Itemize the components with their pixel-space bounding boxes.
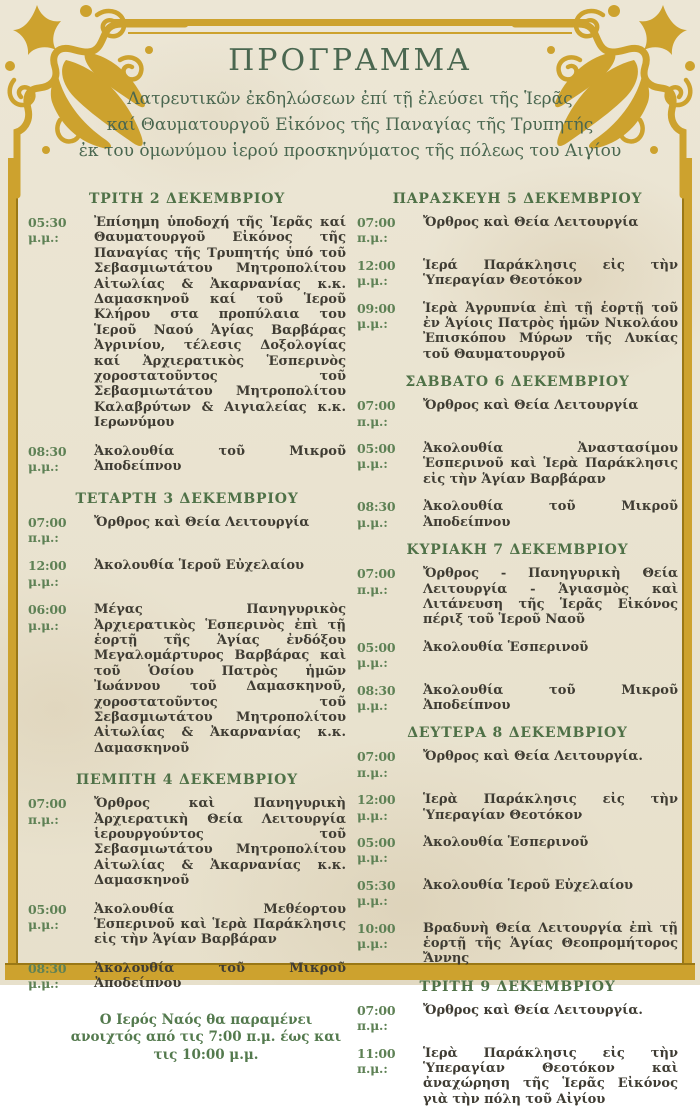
entry-text: Ὄρθρος καὶ Θεία Λειτουργία. — [423, 749, 643, 765]
schedule-section — [357, 979, 678, 1107]
day-header: ΣΑΒΒΑΤΟ 6 ΔΕΚΕΜΒΡΙΟΥ — [405, 374, 630, 391]
schedule-entry — [357, 878, 678, 909]
schedule-section — [28, 191, 346, 475]
entry-time: 07:00 π.μ.: — [357, 566, 396, 597]
schedule-entry — [357, 921, 678, 967]
entry-time: 05:30 μ.μ.: — [357, 877, 396, 909]
entry-text: Ὄρθρος καὶ Θεία Λειτουργία — [94, 514, 310, 530]
schedule-entry — [28, 515, 346, 546]
entry-time: 07:00 π.μ.: — [28, 514, 67, 545]
entry-text: Ἐπίσημη ὑποδοχή τῆς Ἱερᾶς καί Θαυματουργοῦ Εἰκόνος τῆς Παναγίας τῆς Τρυπητής ὑπό τοῦ Σεβασμιωτάτου Μητροπολίτου Αἰτωλίας & Ἀκαρνανίας κ.κ. Δαμασκηνοῦ καί τοῦ Ἱεροῦ Κλήρου στα προπύλαια του Ἱεροῦ Ναού Ἁγίας Βαρβάρας Ἀγρινίου, τέλεσις Δοξολογίας καί Ἀρχιερατικὸς Ἑσπερινὸς χοροστατοῦντος τοῦ Σεβασμιωτάτου Μητροπολίτου Καλαβρύτων & Αιγιαλείας κ.κ. Ιερωνύμου — [94, 215, 346, 431]
schedule-entry — [28, 444, 346, 475]
entry-text: Ἱερὰ Παράκλησις εἰς τὴν Ὑπεραγίαν Θεοτόκον καὶ ἀναχώρηση τῆς Ἱερᾶς Εἰκόνος γιὰ τὴν πόλη τοῦ Αἰγίου — [423, 1045, 678, 1107]
schedule-entry — [357, 835, 678, 866]
entry-time: 12:00 μ.μ.: — [357, 257, 396, 289]
schedule-column-right — [357, 191, 678, 1119]
schedule-entry — [357, 258, 678, 289]
entry-text: Ὄρθρος - Πανηγυρικὴ Θεία Λειτουργία - Ἁγιασμὸς καὶ Λιτάνευση τῆς Ἱερᾶς Εἰκόνος πέριξ τοῦ Ἱεροῦ Ναοῦ — [423, 566, 678, 628]
schedule-entry — [357, 499, 678, 530]
day-header: ΤΡΙΤΗ 9 ΔΕΚΕΜΒΡΙΟΥ — [419, 978, 616, 995]
entry-text: Ὄρθρος καὶ Πανηγυρικὴ Ἀρχιερατικὴ Θεία Λειτουργία ἱερουργούντος τοῦ Σεβασμιωτάτου Μητροπολίτου Αἰτωλίας & Ἀκαρνανίας κ.κ. Δαμασκηνοῦ — [94, 796, 346, 889]
subtitle-line: Λατρευτικῶν ἐκδηλώσεων ἐπί τῇ ἐλεύσει τῆς Ἱερᾶς — [127, 89, 573, 109]
entry-time: 05:30 μ.μ.: — [28, 215, 67, 246]
schedule-section — [357, 542, 678, 713]
schedule-section — [357, 374, 678, 530]
schedule-entry — [28, 961, 346, 992]
entry-time: 07:00 π.μ.: — [357, 215, 396, 246]
entry-time: 10:00 μ.μ.: — [357, 920, 396, 951]
page-title: ΠΡΟΓΡΑΜΜΑ — [228, 43, 472, 78]
schedule-entry — [28, 215, 346, 431]
entry-text: Ὄρθρος καὶ Θεία Λειτουργία — [423, 398, 639, 414]
entry-text: Ἱερά Παράκλησις εἰς τὴν Ὑπεραγίαν Θεοτόκον — [423, 257, 678, 289]
schedule-entry — [357, 566, 678, 628]
day-header: ΤΕΤΑΡΤΗ 3 ΔΕΚΕΜΒΡΙΟΥ — [75, 490, 299, 507]
schedule-entry — [357, 441, 678, 487]
entry-text: Ἀκολουθία Ἱεροῦ Εὐχελαίου — [423, 877, 634, 893]
entry-time: 09:00 μ.μ.: — [357, 300, 396, 332]
entry-time: 08:30 μ.μ.: — [28, 443, 67, 475]
entry-time: 08:30 μ.μ.: — [28, 960, 67, 992]
schedule-entry — [357, 749, 678, 780]
document-header — [0, 44, 700, 164]
schedule-entry — [357, 398, 678, 429]
day-header: ΤΡΙΤΗ 2 ΔΕΚΕΜΒΡΙΟΥ — [89, 191, 285, 207]
entry-text: Ἀκολουθία τοῦ Μικροῦ Ἀποδείπνου — [94, 443, 346, 475]
entry-time: 05:00 μ.μ.: — [357, 441, 396, 472]
entry-time: 05:00 μ.μ.: — [357, 639, 396, 671]
schedule-entry — [357, 683, 678, 714]
entry-time: 08:30 μ.μ.: — [357, 499, 396, 530]
entry-text: Ἀκολουθία Ἱεροῦ Εὐχελαίου — [94, 558, 305, 574]
entry-text: Βραδυνὴ Θεία Λειτουργία ἐπὶ τῇ ἑορτῇ τῆς Ἁγίας Θεοπρομήτορος Ἄννης — [423, 920, 678, 967]
day-header: ΔΕΥΤΕΡΑ 8 ΔΕΚΕΜΒΡΙΟΥ — [407, 725, 628, 742]
entry-time: 07:00 π.μ.: — [28, 796, 67, 827]
entry-time: 11:00 π.μ.: — [357, 1045, 396, 1077]
day-header: ΠΑΡΑΣΚΕΥΗ 5 ΔΕΚΕΜΒΡΙΟΥ — [392, 191, 643, 207]
schedule-entry — [357, 792, 678, 823]
schedule-section — [357, 191, 678, 362]
schedule-entry — [28, 902, 346, 948]
entry-text: Ἀκολουθία τοῦ Μικροῦ Ἀποδείπνου — [423, 499, 678, 530]
schedule-entry — [28, 796, 346, 888]
schedule-section — [28, 772, 346, 991]
page-subtitle — [0, 86, 700, 164]
schedule-column-left — [28, 191, 346, 1064]
entry-time: 12:00 μ.μ.: — [357, 792, 396, 823]
entry-time: 07:00 π.μ.: — [357, 1002, 396, 1034]
schedule-entry — [28, 602, 346, 756]
entry-time: 06:00 μ.μ.: — [28, 602, 67, 633]
entry-time: 12:00 μ.μ.: — [28, 558, 67, 589]
day-header: ΚΥΡΙΑΚΗ 7 ΔΕΚΕΜΒΡΙΟΥ — [406, 542, 629, 559]
schedule-section — [28, 491, 346, 757]
entry-text: Ἱερὰ Παράκλησις εἰς τὴν Ὑπεραγίαν Θεοτόκον — [423, 792, 678, 823]
schedule-entry — [28, 558, 346, 589]
entry-time: 05:00 μ.μ.: — [357, 834, 396, 866]
frame-right-border — [682, 158, 692, 965]
entry-text: Ὄρθρος καὶ Θεία Λειτουργία — [423, 215, 639, 230]
entry-text: Ἀκολουθία τοῦ Μικροῦ Ἀποδείπνου — [423, 682, 678, 713]
entry-time: 05:00 μ.μ.: — [28, 901, 67, 933]
subtitle-line: ἐκ του ὁμωνύμου ἱερού προσκηνύματος τῆς πόλεως του Αιγίου — [78, 141, 622, 161]
entry-time: 07:00 π.μ.: — [357, 398, 396, 429]
schedule-section — [357, 725, 678, 966]
entry-text: Ὄρθρος καὶ Θεία Λειτουργία. — [423, 1002, 643, 1018]
entry-text: Ἀκολουθία Μεθέορτου Ἑσπερινοῦ καὶ Ἱερὰ Παράκλησις εἰς τὴν Ἁγίαν Βαρβάραν — [94, 901, 346, 948]
frame-left-border — [8, 158, 18, 965]
entry-text: Ἀκολουθία Ἀναστασίμου Ἑσπερινοῦ καὶ Ἱερὰ Παράκλησις εἰς τὴν Ἁγίαν Βαρβάραν — [423, 441, 678, 487]
entry-text: Μέγας Πανηγυρικὸς Ἀρχιερατικὸς Ἑσπερινὸς ἐπὶ τῇ ἑορτῇ τῆς Ἁγίας ἐνδόξου Μεγαλομάρτυρος Βαρβάρας καὶ τοῦ Ὁσίου Πατρὸς ἡμῶν Ἰωάννου τοῦ Δαμασκηνοῦ, χοροστατοῦντος τοῦ Σεβασμιωτάτου Μητροπολίτου Αἰτωλίας & Ἀκαρνανίας κ.κ. Δαμασκηνοῦ — [94, 602, 346, 756]
day-header: ΠΕΜΠΤΗ 4 ΔΕΚΕΜΒΡΙΟΥ — [76, 772, 298, 789]
entry-time: 08:30 μ.μ.: — [357, 682, 396, 713]
schedule-entry — [357, 1003, 678, 1034]
entry-text: Ἀκολουθία Ἑσπερινοῦ — [423, 834, 589, 850]
entry-text: Ἀκολουθία τοῦ Μικροῦ Ἀποδείπνου — [94, 960, 346, 992]
entry-time: 07:00 π.μ.: — [357, 749, 396, 780]
schedule-entry — [357, 301, 678, 363]
entry-text: Ἱερὰ Ἀγρυπνία ἐπὶ τῇ ἑορτῇ τοῦ ἐν Ἁγίοις Πατρὸς ἡμῶν Νικολάου Ἐπισκόπου Μύρων τῆς Λυκίας τοῦ Θαυματουργοῦ — [423, 300, 678, 362]
schedule-entry — [357, 640, 678, 671]
subtitle-line: καί Θαυματουργοῦ Εἰκόνος τῆς Παναγίας τῆς Τρυπητής — [106, 115, 594, 135]
schedule-entry — [357, 1046, 678, 1108]
entry-text: Ἀκολουθία Ἑσπερινοῦ — [423, 639, 589, 655]
opening-hours-note: Ο Ιερός Ναός θα παραμένει ανοιχτός από τις 7:00 π.μ. έως και τις 10:00 μ.μ. — [70, 1011, 342, 1063]
schedule-entry — [357, 215, 678, 246]
frame-top-thin-rule — [128, 32, 572, 34]
